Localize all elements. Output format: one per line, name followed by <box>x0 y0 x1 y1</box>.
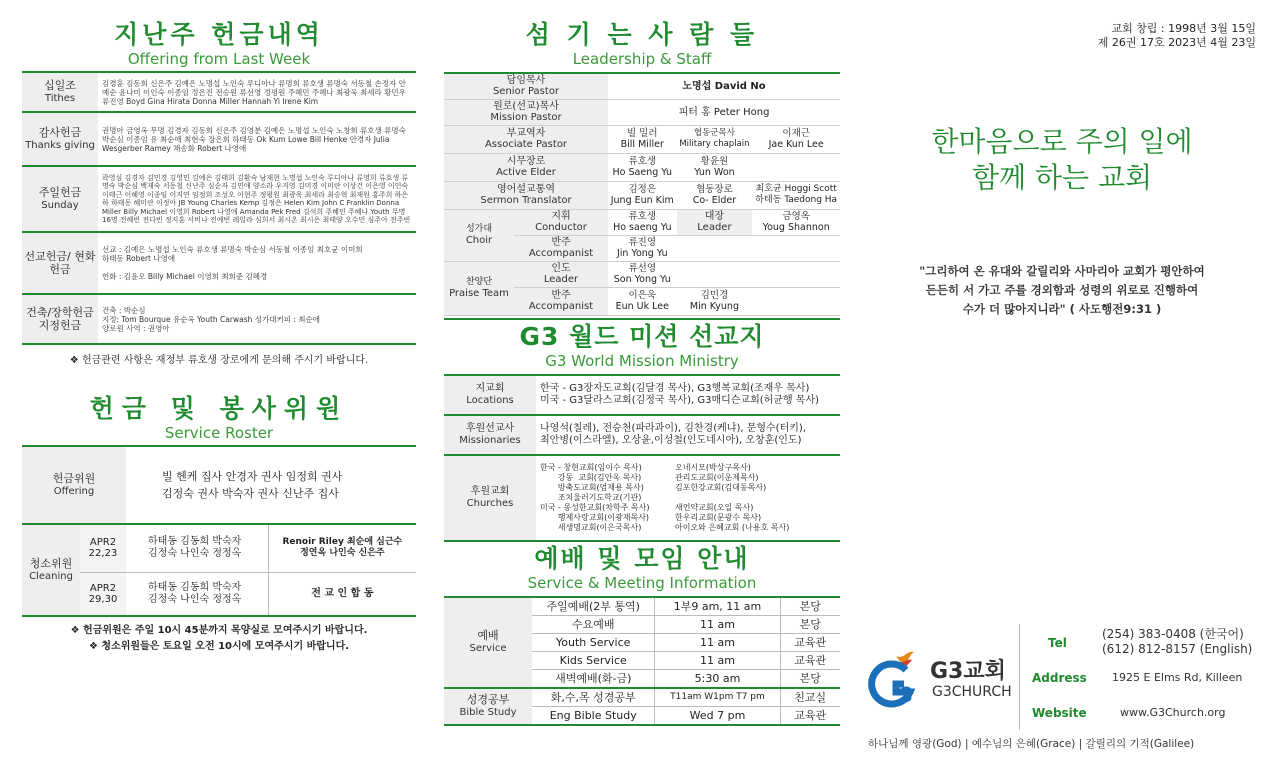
roster-table <box>22 445 416 617</box>
founded-date: 교회 창립 : 1998년 3월 15일 <box>1111 22 1256 35</box>
offering-label-en: Tithes <box>44 93 76 104</box>
staff-role-en: Praise Team <box>449 288 509 299</box>
service-place: 본당 <box>780 615 840 633</box>
worship-title: 예배 및 모임 안내 <box>534 543 750 573</box>
mission-label: 후원선교사 <box>465 422 515 434</box>
mission-label-en: Locations <box>466 394 514 406</box>
staff-name: 최호균 Hoggi Scott 하태동 Taedong Ha <box>752 181 840 209</box>
service-name: 화,수,목 성경공부 <box>532 688 655 707</box>
website-label: Website <box>1032 706 1087 720</box>
staff-role-en: Mission Pastor <box>490 112 562 123</box>
staff-role: 반주 <box>551 290 571 301</box>
logo-name: G3교회 <box>930 659 1006 684</box>
mission-label-en: Missionaries <box>459 434 521 446</box>
staff-name: 협동장로 Co- Elder <box>677 181 753 209</box>
service-name: Eng Bible Study <box>532 706 655 725</box>
staff-role-en: Associate Pastor <box>484 139 568 150</box>
offering-label: 십일조 <box>44 79 76 92</box>
staff-role-en: Accompanist <box>528 248 594 259</box>
mission-pastor-name: 피터 홍 Peter Hong <box>608 99 840 125</box>
contact-divider <box>1019 624 1020 730</box>
roster-label: 청소위원 <box>29 557 73 570</box>
service-time: 11 am <box>655 633 780 651</box>
service-time: 1부9 am, 11 am <box>655 597 780 616</box>
cleaning-date: APR2 29,30 <box>80 572 126 616</box>
staff-role-en: Choir <box>465 235 493 246</box>
motto-line: 한마음으로 주의 일에 <box>931 125 1193 158</box>
verse-line: "그리하여 온 유대와 갈릴리와 사마리아 교회가 평안하여 <box>919 264 1205 278</box>
roster-label-en: Offering <box>53 486 95 497</box>
mission-label: 후원교회 <box>470 485 510 497</box>
roster-label: 헌금위원 <box>52 472 96 485</box>
roster-note: ❖ 헌금위원은 주일 10시 45분까지 목양실로 모여주시기 바랍니다. <box>70 625 368 636</box>
address-label: Address <box>1032 671 1087 685</box>
tel-label: Tel <box>1048 636 1067 650</box>
staff-name: 빌 밀러 Bill Miller <box>608 125 677 153</box>
staff-role: 시무장로 <box>506 156 546 167</box>
issue-number: 제 26권 17호 2023년 4월 23일 <box>1097 36 1256 49</box>
worship-label: 성경공부 <box>466 693 510 706</box>
staff-name: 이은욱 Eun Uk Lee <box>608 287 677 315</box>
service-place: 교육관 <box>780 633 840 651</box>
tel-number: (612) 812-8157 (English) <box>1102 642 1253 656</box>
offering-names: 김경훈 김동희 신은주 김예은 노명섭 노인숙 루디아나 류명희 류호생 류명숙 서동철 손정자 안예순 윤나미 이인숙 이종임 정은진 전승원 류선영 정평원 주혜민 주혜나 최광욱 최세라 황민우 류진영 Boyd Gina Hirata Donna Miller Hannah Yi Irene Kim <box>98 72 416 112</box>
service-name: 수요예배 <box>532 615 655 633</box>
roster-label-en: Cleaning <box>29 571 73 582</box>
staff-role: 대장 <box>704 211 725 222</box>
staff-role: 지휘 <box>551 211 571 222</box>
cleaning-date: APR2 22,23 <box>80 524 126 572</box>
staff-role-en: Sermon Translator <box>480 195 572 206</box>
service-time: 11 am <box>655 615 780 633</box>
staff-role-en: Senior Pastor <box>492 86 560 98</box>
footer-slogan: 하나님께 영광(God) | 예수님의 은혜(Grace) | 갈릴리의 기적(Galilee) <box>868 738 1195 750</box>
mission-missionaries: 나영석(칠레), 전승천(파라과이), 김찬경(케냐), 문형수(터키), 최안병(이스라엘), 오상윤,이성철(인도네시아), 오창훈(인도) <box>536 415 840 455</box>
service-name: Youth Service <box>532 633 655 651</box>
service-name: 새벽예배(화-금) <box>532 669 655 688</box>
staff-name: 류호생 Ho Saeng Yu <box>608 153 677 181</box>
offering-label-en: Sunday <box>41 200 79 211</box>
staff-name: 황윤원 Yun Won <box>677 153 753 181</box>
staff-name: 금영옥 Youg Shannon <box>752 209 840 235</box>
staff-name: 협동군목사 Military chaplain <box>677 125 753 153</box>
roster-offering-line: 빌 헨케 집사 안경자 권사 임정희 권사 <box>162 470 343 483</box>
cleaning-names: 하태동 김동희 박숙자 김정숙 나인숙 정정옥 <box>126 572 268 616</box>
service-name: Kids Service <box>532 651 655 669</box>
staff-name: 이재근 Jae Kun Lee <box>752 125 840 153</box>
staff-role-en: Leader <box>697 222 732 233</box>
service-place: 친교실 <box>780 688 840 707</box>
offering-label: 감사헌금 <box>38 126 82 139</box>
offering-column <box>22 0 416 652</box>
tel-numbers <box>1102 627 1252 657</box>
staff-table <box>444 72 840 316</box>
svg-text:3: 3 <box>900 682 913 707</box>
worship-label-en: Service <box>469 643 507 654</box>
staff-role: 인도 <box>551 263 571 274</box>
service-place: 본당 <box>780 597 840 616</box>
cleaning-names: Renoir Riley 최순애 심근수 정연옥 나인숙 신은주 <box>282 537 403 559</box>
church-motto <box>862 124 1262 196</box>
roster-note: ❖ 청소위원들은 토요일 오전 10시에 모여주시기 바랍니다. <box>88 641 350 652</box>
verse-line: 수가 더 많아지니라" ( 사도행전9:31 ) <box>962 302 1162 316</box>
tel-number: (254) 383-0408 (한국어) <box>1102 627 1244 641</box>
mission-label: 지교회 <box>475 382 505 394</box>
mission-locations: 한국 - G3장자도교회(김달경 목사), G3행복교회(조재우 목사) 미국 - G3달라스교회(김정국 목사), G3매디슨교회(허균행 목사) <box>536 375 840 415</box>
staff-title: 섬 기 는 사 람 들 <box>525 20 759 49</box>
service-time: 11 am <box>655 651 780 669</box>
offering-table <box>22 71 416 345</box>
cleaning-names: 전 교 인 합 동 <box>268 572 416 616</box>
staff-name: 류호생 Ho saeng Yu <box>608 209 677 235</box>
service-name: 주일예배(2부 통역) <box>532 597 655 616</box>
issue-info <box>1098 22 1256 50</box>
church-logo <box>866 648 1016 710</box>
offering-names: 건축 : 박순심 지정: Tom Bourque 유순옥 Youth Carwash 성가대커피 : 최순애 양로원 사역 : 권영아 <box>98 294 416 344</box>
offering-label-en: Thanks giving <box>25 140 95 151</box>
senior-pastor-name: 노명섭 David No <box>608 73 840 99</box>
staff-role-en: Active Elder <box>496 167 556 178</box>
service-time: 5:30 am <box>655 669 780 688</box>
staff-role-en: Conductor <box>535 222 587 233</box>
roster-subtitle: Service Roster <box>164 424 274 442</box>
service-place: 본당 <box>780 669 840 688</box>
service-time: T11am W1pm T7 pm <box>655 688 780 707</box>
offering-names: 선교 : 김예은 노명섭 노인숙 류호생 류명숙 박순심 서동철 이종임 최호균 이미희 하태동 Robert 나영애 헌화 : 김윤오 Billy Michael 이영희 최희준 김혜경 <box>98 232 416 294</box>
mission-table <box>444 374 840 542</box>
cleaning-names: 하태동 김동희 박숙자 김정숙 나인숙 정정옥 <box>126 524 268 572</box>
staff-role: 성가대 <box>465 224 493 234</box>
offering-label: 선교헌금/ 현화헌금 <box>24 250 96 276</box>
address: 1925 E Elms Rd, Killeen <box>1112 671 1243 684</box>
service-place: 교육관 <box>780 706 840 725</box>
mission-subtitle: G3 World Mission Ministry <box>545 351 739 370</box>
offering-title: 지난주 헌금내역 <box>114 20 324 49</box>
staff-role: 원로(선교)목사 <box>493 101 559 112</box>
staff-name: 김민경 Min Kyung <box>677 287 753 315</box>
service-time: Wed 7 pm <box>655 706 780 725</box>
staff-column <box>444 0 840 726</box>
worship-label: 예배 <box>477 629 499 642</box>
roster-title: 헌금 및 봉사위원 <box>89 394 349 423</box>
staff-role: 영어설교통역 <box>497 184 555 195</box>
offering-subtitle: Offering from Last Week <box>127 50 311 68</box>
motto-line: 함께 하는 교회 <box>971 161 1153 194</box>
worship-subtitle: Service & Meeting Information <box>527 573 757 592</box>
staff-name: 류선영 Son Yong Yu <box>608 261 677 287</box>
offering-note: ❖ 헌금관련 사항은 재정부 류호생 장로에게 문의해 주시기 바랍니다. <box>69 355 369 366</box>
churches-right: 오네시모(박상구목사) 관리도교회(이운제목사) 김포한강교회(김대동목사) 새언약교회(오일 목사) 한우리교회(문광수 목사) 아이오와 은혜교회 (나용호 목사) <box>675 462 790 532</box>
offering-names: 곽영심 김경자 김민경 김영민 김예은 김태희 김환숙 남재현 노명섭 노인숙 루디아나 류영희 류호생 류명숙 박순심 백재숙 서동철 신난주 심순자 김민애 양소라 우지영 김미경 이미란 이상건 이은영 이인숙 이태근 이혜영 이종임 이지연 임정희 조성오 이현주 정평원 최광욱 최세라 최승혁 최재원 홍주희 하은하 하태동 혜미란 이정아 JB Young Charles Kemp 김정은 Helen Kim John C Franklin Donna Miller Billy Michael 이영희 Robert 나영애 Amanda Pek Fred 김석희 주혜민 주혜나 Youth 무명16명 전혜빈 전다빈 정지훈 서비나 전예빈 레일라 심희서 최시온 최시은 최태양 오수민 심주아 전주빈 <box>98 166 416 232</box>
roster-offering-line: 김정숙 권사 박숙자 권사 신난주 집사 <box>162 487 339 500</box>
verse-line: 든든히 서 가고 주를 경외함과 성령의 위로로 진행하여 <box>925 283 1199 297</box>
offering-label: 건축/장학헌금 지정헌금 <box>26 306 94 332</box>
staff-role-en: Accompanist <box>528 301 594 312</box>
g3-logo-icon <box>866 648 926 708</box>
staff-name: 류진영 Jin Yong Yu <box>608 235 677 261</box>
staff-role: 반주 <box>551 237 571 248</box>
scripture-verse <box>862 262 1262 319</box>
worship-label-en: Bible Study <box>459 707 517 718</box>
logo-name-en: G3CHURCH <box>932 684 1012 700</box>
staff-role: 담임목사 <box>506 75 546 87</box>
staff-role-en: Leader <box>543 274 579 285</box>
mission-title: G3 월드 미션 선교지 <box>444 318 840 352</box>
churches-left: 한국 - 창현교회(임이수 목사) 강동 교회(김안옥 목사) 방축도교회(엄재용 목사) 조치울러기도학교(기관) 미국 - 몽성한교회(차학주 목사) 행제사랑교회(이광재목사) 새생명교회(이은국목사) <box>540 462 650 532</box>
staff-subtitle: Leadership & Staff <box>572 50 712 68</box>
staff-role: 부교역자 <box>506 128 546 139</box>
service-place: 교육관 <box>780 651 840 669</box>
mission-label-en: Churches <box>466 497 514 509</box>
cover-column <box>862 0 1262 777</box>
worship-table <box>444 596 840 726</box>
website-link[interactable]: www.G3Church.org <box>1120 706 1226 719</box>
staff-name: 김정은 Jung Eun Kim <box>608 181 677 209</box>
offering-names: 권명아 금영옥 무명 김경자 김동희 신은주 김영분 김예은 노명섭 노인숙 노창희 류호생 류명숙 박순심 이종임 유 최순애 최현숙 장은희 하태동 Ok Kum Lowe Bill Henke 안경자 Julia Wesgerber Ramey 채송화 Robert 나영애 <box>98 112 416 166</box>
staff-role: 찬양단 <box>465 277 493 287</box>
offering-label: 주일헌금 <box>38 186 82 199</box>
